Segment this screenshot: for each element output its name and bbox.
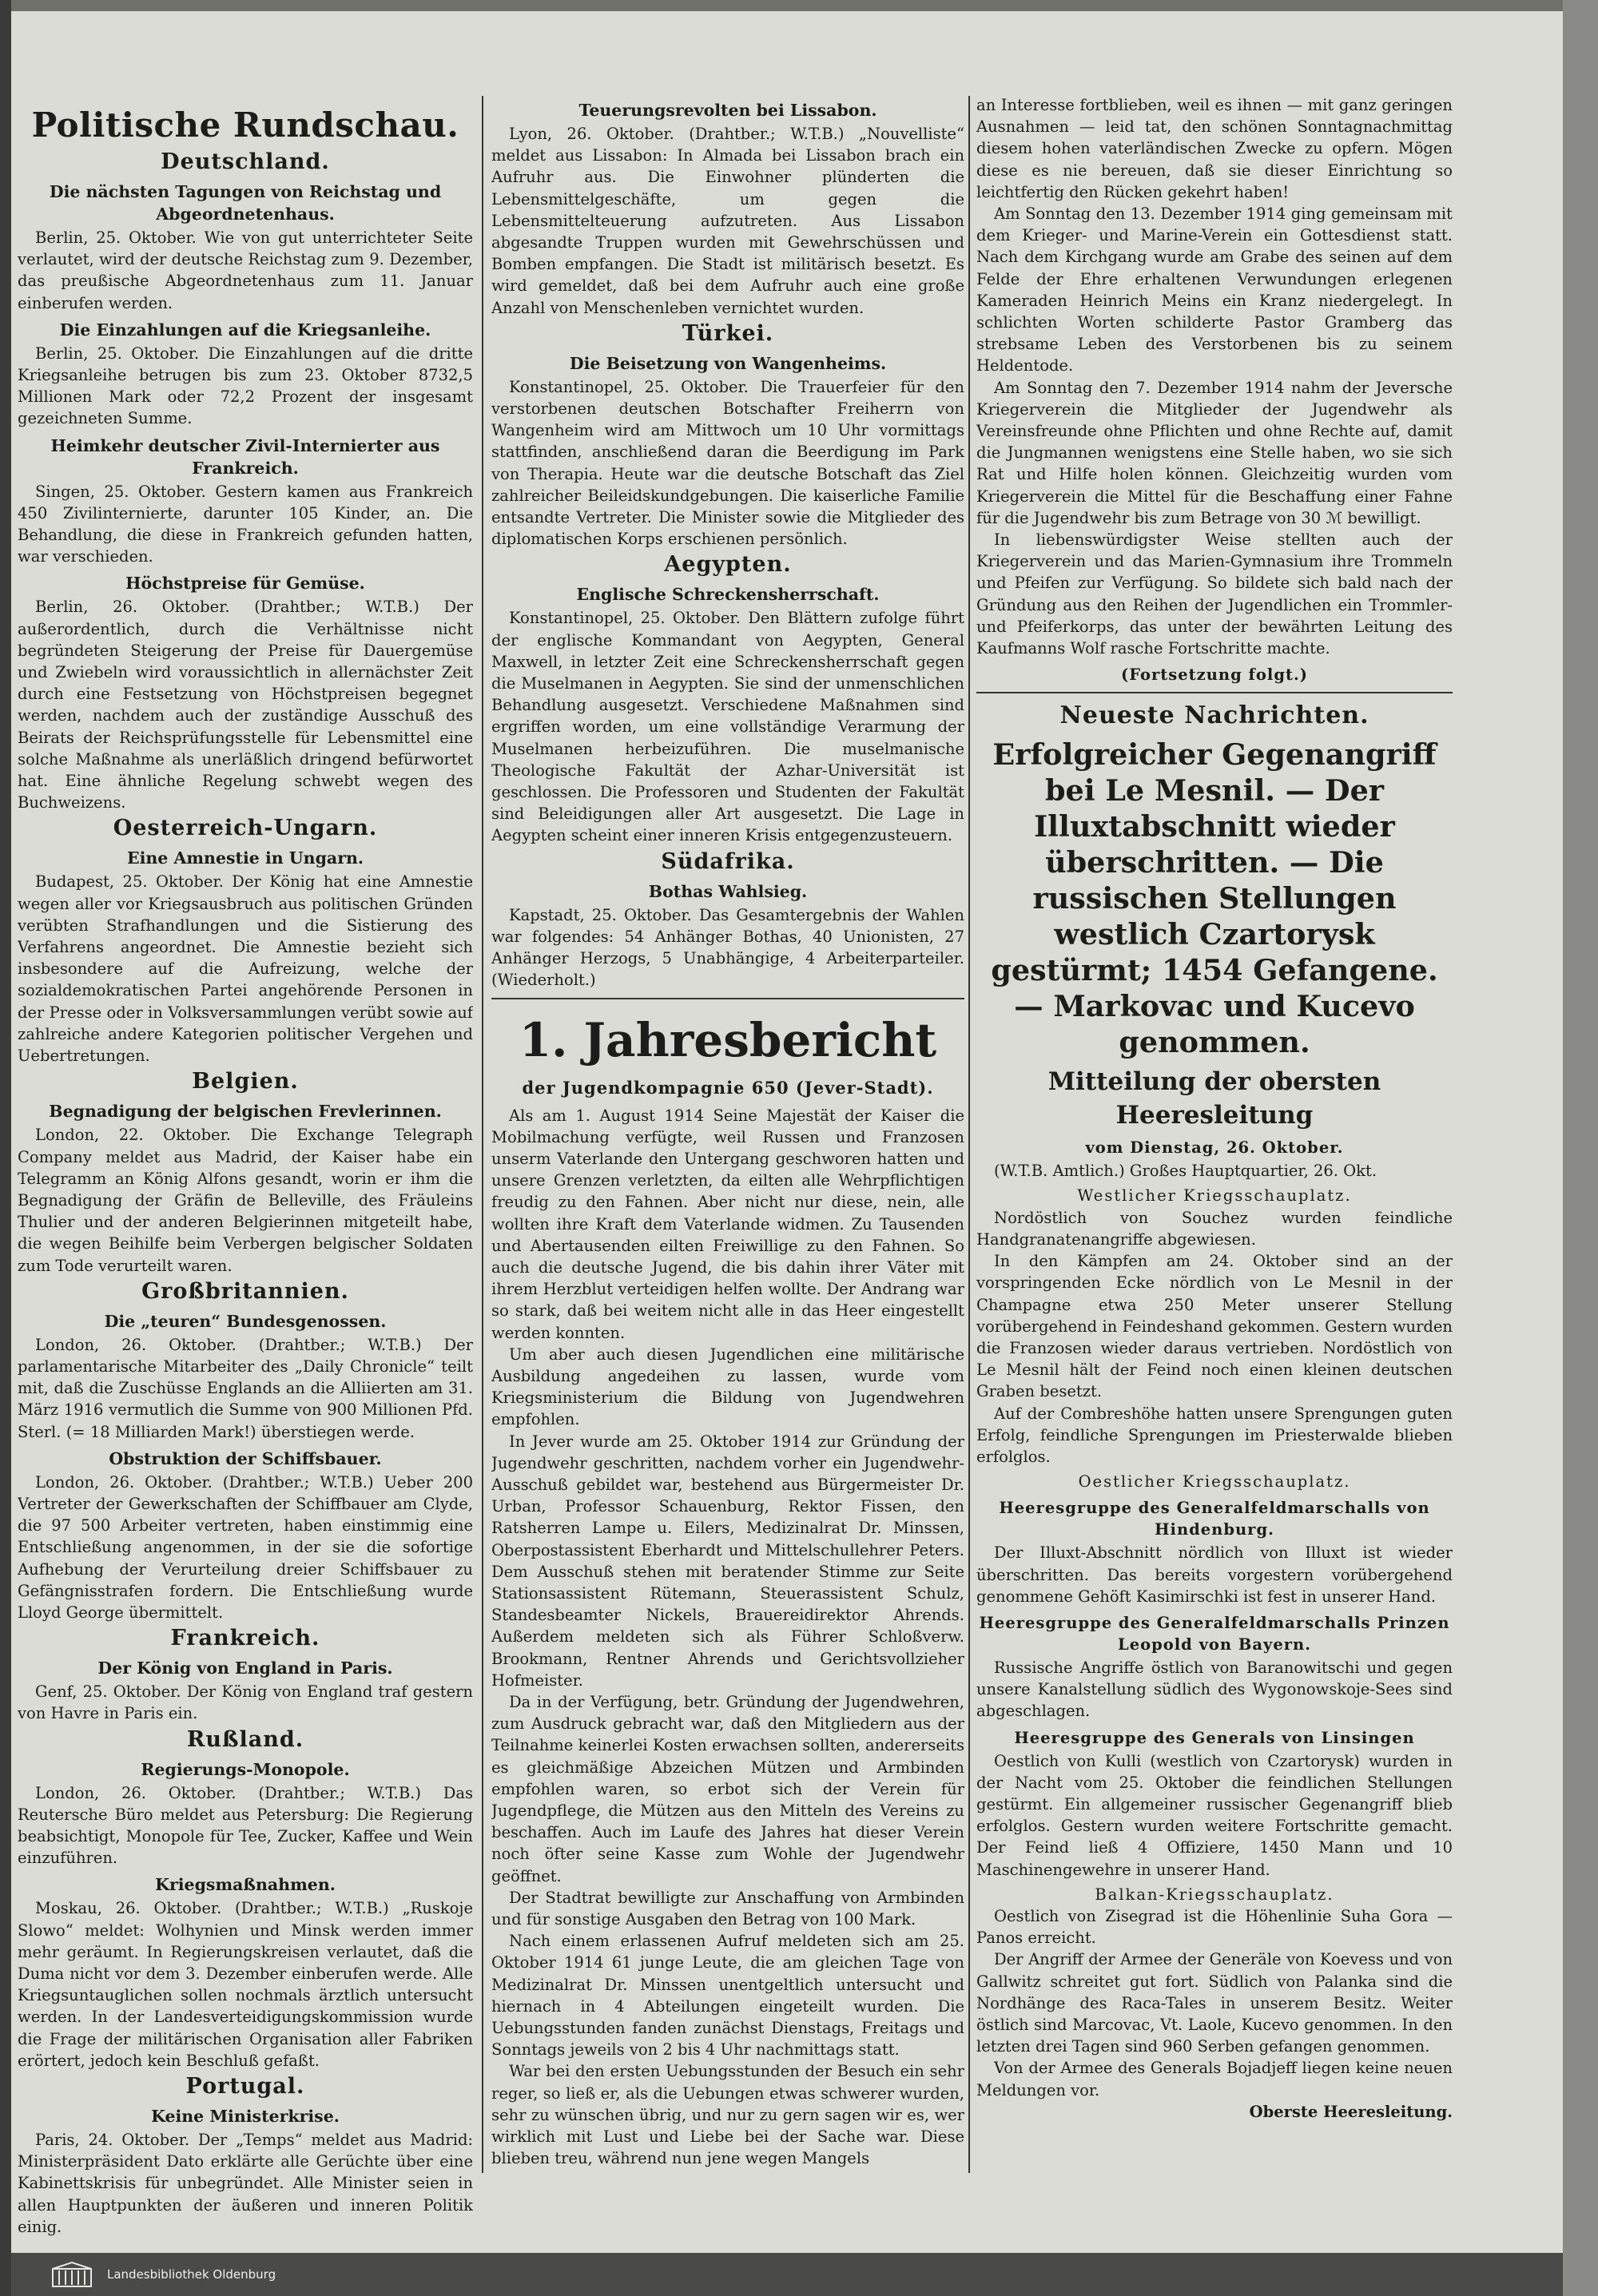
article-paragraph: London, 26. Oktober. (Drahtber.; W.T.B.) Ueber 200 Vertreter der Gewerkschaften der Schiffbauer am Clyde, die 97 500 Arbeiter vertreten, haben einstimmig eine Entschließung angenommen, in der sie die sofortige Aufhebung der Verurteilung dreier Schiffsbauer zu Gefängnisstrafen fordern. Die Entschließung wurde Lloyd George übermittelt. [18,1472,473,1622]
article-paragraph: London, 26. Oktober. (Drahtber.; W.T.B.) Das Reutersche Büro meldet aus Petersburg: Die Regierung beabsichtigt, Monopole für Tee, Zucker, Kaffee und Wein einzuführen. [18,1783,473,1868]
article-paragraph: Auf der Combreshöhe hatten unsere Sprengungen guten Erfolg, feindliche Sprengungen im Priesterwalde blieben erfolglos. [976,1404,1453,1466]
column-rule [482,96,483,2173]
separator-rule [976,692,1453,693]
article-headline: Heimkehr deutscher Zivil-Internierter aus Frankreich. [50,435,440,478]
article-paragraph: Budapest, 25. Oktober. Der König hat eine Amnestie wegen aller vor Kriegsausbruch aus politischen Gründen verübten Strafhandlungen und die Sistierung des Verfahrens angeordnet. Die Amnestie bezieht sich insbesondere auf die Aufreizung, welche der sozialdemokratischen Partei angehörende Personen in der Presse oder in Volksversammlungen verübt sowie auf zahlreiche andere Kategorien politischer Vergehen und Uebertretungen. [18,872,473,1066]
article-paragraph: Oestlich von Kulli (westlich von Czartorysk) wurden in der Nacht vom 25. Oktober die feindlichen Stellungen gestürmt. Ein allgemeiner russischer Gegenangriff blieb erfolglos. Gestern wurden weitere Fortschritte gemacht. Der Feind ließ 4 Offiziere, 1450 Mann und 10 Maschinengewehre in unserer Hand. [976,1751,1453,1879]
article-headline: Keine Ministerkrise. [151,2107,340,2126]
column-rule [968,96,970,2173]
article-paragraph: In Jever wurde am 25. Oktober 1914 zur Gründung der Jugendwehr geschritten, nachdem vorher ein Jugendwehr-Ausschuß gebildet war, bestehend aus Bürgermeister Dr. Urban, Professor Schauenburg, Rektor Fissen, den Ratsherren Lampe u. Eilers, Medizinalrat Dr. Minssen, Oberpostassistent Eberhardt und Mittelschullehrer Peters. Dem Ausschuß stehen mit beratender Stimme zur Seite Stationsassistent Rütemann, Steuerassistent Schulz, Standesbeamter Nickels, Brauereidirektor Ahrends. Außerdem meldeten sich als Führer Schloßverw. Brookmann, Rentner Ahrends und Gerichtsvollzieher Hofmeister. [491,1432,964,1690]
article-paragraph: Genf, 25. Oktober. Der König von England traf gestern von Havre in Paris ein. [18,1682,473,1723]
country-heading: Aegypten. [664,552,792,578]
article-paragraph: Oestlich von Zisegrad ist die Höhenlinie Suha Gora — Panos erreicht. [976,1906,1453,1948]
article-paragraph: Konstantinopel, 25. Oktober. Den Blättern zufolge führt der englische Kommandant von Aegypten, General Maxwell, in letzter Zeit eine Schreckensherrschaft gegen die Muselmanen in Aegypten. Sie sind der unmenschlichen Behandlung ausgesetzt. Verschiedene Maßnahmen sind ergriffen worden, um eine vollständige Verarmung der Muselmanen herbeizuführen. Die muselmanische Theologische Fakultät der Azhar-Universität ist geschlossen. Die Professoren und Studenten der Fakultät sind Beleidigungen aller Art ausgesetzt. Die Lage in Aegypten scheint einer inneren Krisis entgegenzusteuern. [491,609,964,845]
article-headline: Bothas Wahlsieg. [648,881,808,901]
article-paragraph: Konstantinopel, 25. Oktober. Die Trauerfeier für den verstorbenen deutschen Botschafter Freiherrn von Wangenheim wird am Mittwoch um 10 Uhr vormittags stattfinden, anschließend daran die Beerdigung im Park von Therapia. Heute war die deutsche Botschaft das Ziel zahlreicher Beileidskundgebungen. Die kaiserliche Familie entsandte Vertreter. Die Minister sowie die Mitglieder des diplomatischen Korps erschienen persönlich. [491,377,964,549]
centered-line: Heeresgruppe des Generalfeldmarschalls Prinzen Leopold von Bayern. [979,1613,1450,1654]
article-paragraph: Der Illuxt-Abschnitt nördlich von Illuxt ist wieder überschritten. Das bereits vorgestern vorübergehend genommene Gehöft Kasimirschki ist fest in unserer Hand. [976,1543,1453,1606]
theater-heading: Balkan-Kriegsschauplatz. [1095,1885,1334,1904]
article-paragraph: Berlin, 25. Oktober. Die Einzahlungen auf die dritte Kriegsanleihe betrugen bis zum 23. Oktober 8732,5 Millionen Mark oder 72,2 Prozent der insgesamt gezeichneten Summe. [18,344,473,428]
article-headline: Die Einzahlungen auf die Kriegsanleihe. [59,320,431,340]
article-headline: Obstruktion der Schiffsbauer. [109,1448,382,1468]
signature: Oberste Heeresleitung. [1249,2102,1453,2121]
article-paragraph: Russische Angriffe östlich von Baranowitschi und gegen unsere Kanalstellung südlich des Wygonowskoje-Sees sind abgeschlagen. [976,1658,1453,1721]
country-heading: Rußland. [186,1726,304,1752]
article-paragraph: Am Sonntag den 13. Dezember 1914 ging gemeinsam mit dem Krieger- und Marine-Verein ein Gottesdienst statt. Nach dem Kirchgang wurde am Grabe des seinen auf dem Felde der Ehre erhaltenen Verwundungen erlegenen Kameraden Heinrich Meins ein Kranz niedergelegt. In schlichten Worten schilderte Pastor Gramberg das strebsame Leben des Verstorbenen bis zu seinem Heldentode. [976,205,1453,375]
country-heading: Großbritannien. [141,1278,349,1304]
article-paragraph: Am Sonntag den 7. Dezember 1914 nahm der Jeversche Kriegerverein die Mitglieder der Jugendwehr als Vereinsfreunde ohne Pflichten und ohne Rechte auf, damit die Jungmannen wenigstens eine Stelle haben, wo sie sich Rat und Hilfe holen können. Gleichzeitig wurden vom Kriegerverein die Mittel für die Beschaffung einer Fahne für die Jugendwehr bis zum Betrage von 30 ℳ bewilligt. [976,378,1453,527]
centered-line: Heeresgruppe des Generalfeldmarschalls von Hindenburg. [999,1499,1430,1539]
report-title: 1. Jahresbericht [519,1012,937,1067]
article-paragraph: Berlin, 25. Oktober. Wie von gut unterrichteter Seite verlautet, wird der deutsche Reichstag zum 9. Dezember, das preußische Abgeordnetenhaus zum 11. Januar einberufen werden. [18,228,473,312]
scan-left-edge [0,0,11,2296]
news-heading: Neueste Nachrichten. [1059,701,1369,730]
column-middle [491,94,964,2169]
theater-heading: Westlicher Kriegsschauplatz. [1077,1186,1352,1206]
article-paragraph: Der Stadtrat bewilligte zur Anschaffung von Armbinden und für sonstige Ausgaben den Betrag von 100 Mark. [491,1888,964,1929]
section-title: Politische Rundschau. [31,105,459,145]
article-headline: Eine Amnestie in Ungarn. [126,848,364,868]
article-paragraph: Moskau, 26. Oktober. (Drahtber.; W.T.B.) „Ruskoje Slowo“ meldet: Wolhynien und Minsk werden immer mehr geräumt. In Regierungskreisen verlautet, daß die Duma nicht vor dem 3. Dezember einberufen werde. Alle Kriegsuntauglichen sollen nochmals ärztlich untersucht werden. In der Landesverteidigungskommission wurde die Frage der militärischen Organisation aller Fabriken erörtert, jedoch kein Beschluß gefaßt. [18,1899,473,2070]
article-paragraph: Um aber auch diesen Jugendlichen eine militärische Ausbildung angedeihen zu lassen, wurde vom Kriegsministerium die Bildung von Jugendwehren empfohlen. [491,1345,964,1429]
country-heading: Frankreich. [170,1626,320,1651]
country-heading: Belgien. [192,1069,299,1094]
separator-rule [491,998,964,999]
news-subheadline: Mitteilung der obersten Heeresleitung [1047,1067,1381,1130]
article-paragraph: Nach einem erlassenen Aufruf meldeten sich am 25. Oktober 1914 61 junge Leute, die am gleichen Tage von Medizinalrat Dr. Minssen unentgeltlich untersucht und hiernach in 4 Abteilungen eingeteilt wurden. Die Uebungsstunden fanden zunächst Dienstags, Freitags und Sonntags jeweils von 2 bis 4 Uhr nachmittags statt. [491,1932,964,2060]
article-paragraph: Kapstadt, 25. Oktober. Das Gesamtergebnis der Wahlen war folgendes: 54 Anhänger Bothas, 40 Unionisten, 27 Anhänger Herzogs, 5 Unabhängige, 4 Arbeiterparteiler. (Wiederholt.) [491,905,964,990]
article-headline: Die Beisetzung von Wangenheims. [569,353,887,373]
scan-right-edge [1563,0,1598,2296]
column-right [976,94,1453,2123]
article-headline: Kriegsmaßnahmen. [155,1875,336,1895]
article-paragraph: (W.T.B. Amtlich.) Großes Hauptquartier, 26. Okt. [994,1162,1377,1181]
article-headline: Teuerungsrevolten bei Lissabon. [578,101,877,120]
article-paragraph: In liebenswürdigster Weise stellten auch der Kriegerverein und das Marien-Gymnasium ihre Trommeln und Pfeifen zur Verfügung. So bildete sich bald nach der Gründung aus den Reihen der Jugendlichen ein Trommler- und Pfeiferkorps, das unter der bewährten Leitung des Kaufmanns Wolf rasche Fortschritte machte. [976,530,1453,658]
country-heading: Türkei. [682,320,774,346]
article-paragraph: Der Angriff der Armee der Generäle von Koevess und von Gallwitz schreitet gut fort. Südlich von Palanka sind die Nordhänge des Raca-Tales in unserem Besitz. Weiter östlich sind Marcovac, Vt. Laole, Kucevo genommen. In den letzten drei Tagen sind 960 Serben gefangen genommen. [976,1950,1453,2056]
theater-heading: Oestlicher Kriegsschauplatz. [1078,1472,1351,1492]
country-heading: Deutschland. [161,149,330,174]
library-building-icon [51,2261,93,2288]
article-paragraph: an Interesse fortblieben, weil es ihnen — mit ganz geringen Ausnahmen — leid tat, den schönen Sonntagnachmittag diesem hohen vaterländischen Zwecke zu opfern. Mögen diese es nie bereuen, daß sie dieser Einrichtung so leichtfertig den Rücken gekehrt haben! [976,96,1453,201]
centered-line: (Fortsetzung folgt.) [1121,665,1308,685]
article-paragraph: Berlin, 26. Oktober. (Drahtber.; W.T.B.) Der außerordentlich, durch die Verhältnisse nicht begründeten Steigerung der Preise für Dauergemüse und Zwiebeln wird voraussichtlich in allernächster Zeit durch eine Festsetzung von Höchstpreisen begegnet werden, nachdem auch der zuständige Ausschuß des Beirats der Reichsprüfungsstelle für Lebensmittel eine solche Maßnahme als unerläßlich dringend befürwortet hat. Eine ähnliche Regelung schwebt wegen des Buchweizens. [18,598,473,812]
article-headline: Der König von England in Paris. [97,1658,393,1678]
report-subtitle: der Jugendkompagnie 650 (Jever-Stadt). [522,1077,934,1098]
library-footer [11,2253,1563,2296]
article-paragraph: War bei den ersten Uebungsstunden der Besuch ein sehr reger, so ließ er, als die Uebungen etwas schwerer wurden, sehr zu wünschen übrig, und nur zu gern sagen wir es, wer wirklich mit Lust und Liebe bei der Sache war. Diese blieben treu, während nun jene wegen Mangels [491,2062,964,2168]
article-paragraph: London, 26. Oktober. (Drahtber.; W.T.B.) Der parlamentarische Mitarbeiter des „Daily Chronicle“ teilt mit, daß die Zuschüsse Englands an die Alliierten am 31. März 1916 vermutlich die Summe von 900 Millionen Pfd. Sterl. (= 18 Milliarden Mark!) überstiegen werde. [18,1335,473,1441]
centered-line: vom Dienstag, 26. Oktober. [1085,1138,1344,1158]
article-paragraph: Paris, 24. Oktober. Der „Temps“ meldet aus Madrid: Ministerpräsident Dato erklärte alle Gerüchte über eine Kabinettskrisis für unbegründet. Alle Minister seien in allen Hauptpunkten der äußeren und inneren Politik einig. [18,2131,473,2236]
article-headline: Regierungs-Monopole. [141,1759,350,1779]
article-paragraph: Als am 1. August 1914 Seine Majestät der Kaiser die Mobilmachung verfügte, weil Russen und Franzosen unserm Vaterlande den Untergang geschworen hatten und unsere Grenzen verletzten, da eilten alle Wehrpflichtigen freudig zu den Fahnen. Aber nicht nur diese, nein, alle wollten ihre Kraft dem Vaterlande widmen. Zu Tausenden und Abertausenden eilten Freiwillige zu den Fahnen. So auch die deutsche Jugend, die bis dahin ihrer Väter mit ihrem Herzblut verteidigen helfen wollte. Der Andrang war so stark, daß bei weitem nicht alle in das Heer eingestellt werden konnten. [491,1106,964,1342]
country-heading: Südafrika. [661,848,795,874]
article-paragraph: Lyon, 26. Oktober. (Drahtber.; W.T.B.) „Nouvelliste“ meldet aus Lissabon: In Almada bei Lissabon brach ein Aufruhr aus. Die Einwohner plünderten die Lebensmittelgeschäfte, um gegen die Lebensmittelteuerung aufzutreten. Aus Lissabon abgesandte Truppen wurden mit Gewehrschüssen und Bomben empfangen. Die Stadt ist militärisch besetzt. Es wird gemeldet, daß bei dem Aufruhr auch eine große Anzahl von Menschenleben vernichtet wurden. [491,125,964,317]
country-heading: Portugal. [185,2074,305,2099]
article-paragraph: Nordöstlich von Souchez wurden feindliche Handgranatenangriffe abgewiesen. [976,1208,1453,1249]
article-headline: Höchstpreise für Gemüse. [125,574,365,594]
article-paragraph: Da in der Verfügung, betr. Gründung der Jugendwehren, zum Ausdruck gebracht war, daß den Mitgliedern aus der Teilnahme keinerlei Kosten erwachsen sollten, andererseits es gleichmäßige Abzeichen Mützen und Armbinden empfohlen waren, so erbot sich der Verein für Jugendpflege, die Mützen aus den Mitteln des Vereins zu beschaffen. Auch im Laufe des Jahres hat dieser Verein noch öfter seine Kasse zum Wohle der Jugendwehr geöffnet. [491,1692,964,1885]
article-paragraph: Von der Armee des Generals Bojadjeff liegen keine neuen Meldungen vor. [976,2059,1453,2099]
library-name: Landesbibliothek Oldenburg [107,2267,276,2282]
article-paragraph: London, 22. Oktober. Die Exchange Telegraph Company meldet aus Madrid, der Kaiser habe ein Telegramm an König Alfons gesandt, worin er ihm die Begnadigung der Gräfin de Belleville, des Fräuleins Thulier und der anderen Belgierinnen mitgeteilt habe, die wegen Beihilfe beim Verbergen belgischer Soldaten zum Tode verurteilt waren. [18,1126,473,1275]
article-headline: Die nächsten Tagungen von Reichstag und Abgeordnetenhaus. [49,182,442,224]
country-heading: Oesterreich-Ungarn. [113,816,378,841]
article-headline: Englische Schreckensherrschaft. [576,585,880,605]
article-headline: Begnadigung der belgischen Frevlerinnen. [49,1102,442,1122]
article-paragraph: In den Kämpfen am 24. Oktober sind an der vorspringenden Ecke nördlich von Le Mesnil in der Champagne etwa 250 Meter unserer Stellung vorübergehend in Feindeshand gekommen. Gestern wurden die Franzosen wieder daraus vertrieben. Nordöstlich von Le Mesnil hält der Feind noch einen kleinen deutschen Graben besetzt. [976,1252,1453,1401]
centered-line: Heeresgruppe des Generals von Linsingen [1014,1728,1415,1747]
column-left [18,94,473,2238]
news-headline: Erfolgreicher Gegenangriff bei Le Mesnil. — Der Illuxtabschnitt wieder überschritten. — Die russischen Stellungen westlich Czartorysk gestürmt; 1454 Gefangene. — Markovac und Kucevo genommen. [991,737,1438,1060]
article-paragraph: Singen, 25. Oktober. Gestern kamen aus Frankreich 450 Zivilinternierte, darunter 105 Kinder, an. Die Behandlung, die diese in Frankreich gefunden hatten, war verschieden. [18,482,473,566]
article-headline: Die „teuren“ Bundesgenossen. [104,1311,387,1331]
